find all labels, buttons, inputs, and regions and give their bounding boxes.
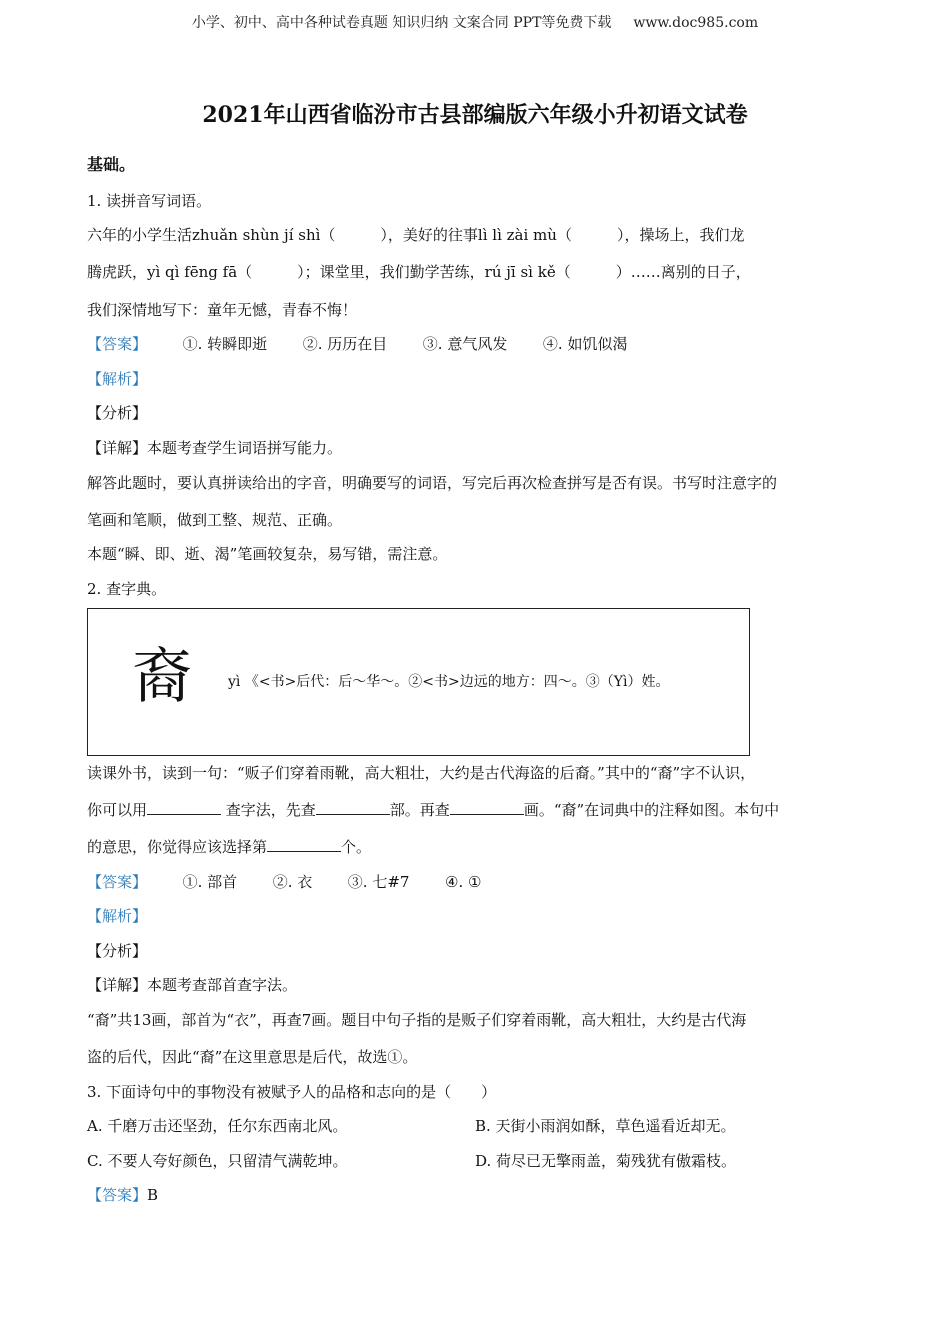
q2-answer-3: ③. 七#7 bbox=[347, 873, 410, 891]
dictionary-entry-box bbox=[87, 608, 750, 756]
q1-answer-3: ③. 意气风发 bbox=[422, 335, 508, 353]
q1-line-3: 我们深情地写下：童年无憾，青春不悔！ bbox=[87, 301, 358, 319]
q2-line-3b: 个。 bbox=[341, 838, 372, 856]
section-heading: 基础。 bbox=[87, 155, 136, 174]
q2-line-3 bbox=[87, 837, 371, 857]
q2-detail-3: 盗的后代，因此“裔”在这里意思是后代，故选①。 bbox=[87, 1048, 418, 1066]
q3-option-a[interactable]: A. 千磨万击还坚劲，任尔东西南北风。 bbox=[87, 1117, 348, 1135]
q2-line-2d: 画。“裔”在词典中的注释如图。本句中 bbox=[523, 801, 780, 819]
q1-line-2: 腾虎跃，yì qì fēng fā（ ）；课堂里，我们勤学苦练，rú jī sì kě（ ）……离别的日子， bbox=[87, 263, 751, 281]
q2-fenxi: 【分析】 bbox=[87, 942, 148, 960]
fill-blank-4[interactable] bbox=[267, 837, 341, 852]
answer-tag: 【答案】 bbox=[87, 1186, 148, 1204]
q3-answer-value: B bbox=[147, 1186, 159, 1204]
q1-detail: 【详解】本题考查学生词语拼写能力。 bbox=[87, 439, 343, 457]
q1-answer-2: ②. 历历在目 bbox=[302, 335, 388, 353]
q1-fenxi: 【分析】 bbox=[87, 404, 148, 422]
q1-detail-4: 本题“瞬、即、逝、渴”笔画较复杂，易写错，需注意。 bbox=[87, 545, 448, 563]
q2-line-2c: 部。再查 bbox=[389, 801, 450, 819]
dictionary-character: 裔 bbox=[132, 642, 192, 712]
q2-answer-4: ④. ① bbox=[445, 873, 482, 891]
page-header bbox=[0, 12, 950, 32]
q2-line-2a: 你可以用 bbox=[87, 801, 148, 819]
q1-line-1: 六年的小学生活zhuǎn shùn jí shì（ ），美好的往事lì lì zài mù（ ），操场上，我们龙 bbox=[87, 226, 745, 244]
page-title: 2021年山西省临汾市古县部编版六年级小升初语文试卷 bbox=[202, 102, 748, 128]
dictionary-definition: yì 《<书>后代：后～华～。②<书>边远的地方：四～。③（Yì）姓。 bbox=[228, 674, 670, 690]
q2-detail-2: “裔”共13画，部首为“衣”，再查7画。题目中句子指的是贩子们穿着雨靴，高大粗壮，大约是古代海 bbox=[87, 1011, 747, 1029]
answer-tag: 【答案】 bbox=[87, 335, 148, 353]
header-url[interactable]: www.doc985.com bbox=[633, 15, 759, 31]
fill-blank-1[interactable] bbox=[147, 800, 221, 815]
q2-answer-1: ①. 部首 bbox=[182, 873, 238, 891]
q1-prompt: 1. 读拼音写词语。 bbox=[87, 192, 212, 210]
q2-answer-2: ②. 衣 bbox=[272, 873, 313, 891]
q1-analysis-tag: 【解析】 bbox=[87, 370, 148, 388]
q1-detail-3: 笔画和笔顺，做到工整、规范、正确。 bbox=[87, 511, 343, 529]
q1-answer bbox=[87, 334, 627, 354]
q2-prompt: 2. 查字典。 bbox=[87, 580, 167, 598]
q3-option-c[interactable]: C. 不要人夸好颜色，只留清气满乾坤。 bbox=[87, 1152, 348, 1170]
q3-option-b[interactable]: B. 天街小雨润如酥，草色遥看近却无。 bbox=[475, 1117, 736, 1135]
answer-tag: 【答案】 bbox=[87, 873, 148, 891]
q1-answer-1: ①. 转瞬即逝 bbox=[182, 335, 268, 353]
fill-blank-3[interactable] bbox=[450, 800, 524, 815]
q2-line-3a: 的意思，你觉得应该选择第 bbox=[87, 838, 268, 856]
q3-answer bbox=[87, 1185, 158, 1205]
q2-line-2b: 查字法，先查 bbox=[221, 801, 316, 819]
q2-analysis-tag: 【解析】 bbox=[87, 907, 148, 925]
q1-answer-4: ④. 如饥似渴 bbox=[542, 335, 628, 353]
q2-detail: 【详解】本题考查部首查字法。 bbox=[87, 976, 298, 994]
fill-blank-2[interactable] bbox=[316, 800, 390, 815]
q1-detail-2: 解答此题时，要认真拼读给出的字音，明确要写的词语，写完后再次检查拼写是否有误。书写时注意字的 bbox=[87, 474, 778, 492]
q2-line-1: 读课外书，读到一句：“贩子们穿着雨靴，高大粗壮，大约是古代海盗的后裔。”其中的“裔”字不认识， bbox=[87, 764, 756, 782]
header-text: 小学、初中、高中各种试卷真题 知识归纳 文案合同 PPT等免费下载 bbox=[191, 15, 612, 31]
q2-line-2 bbox=[87, 800, 779, 820]
q3-option-d[interactable]: D. 荷尽已无擎雨盖，菊残犹有傲霜枝。 bbox=[475, 1152, 737, 1170]
q3-prompt: 3. 下面诗句中的事物没有被赋予人的品格和志向的是（ ） bbox=[87, 1083, 497, 1101]
q2-answer bbox=[87, 872, 481, 892]
